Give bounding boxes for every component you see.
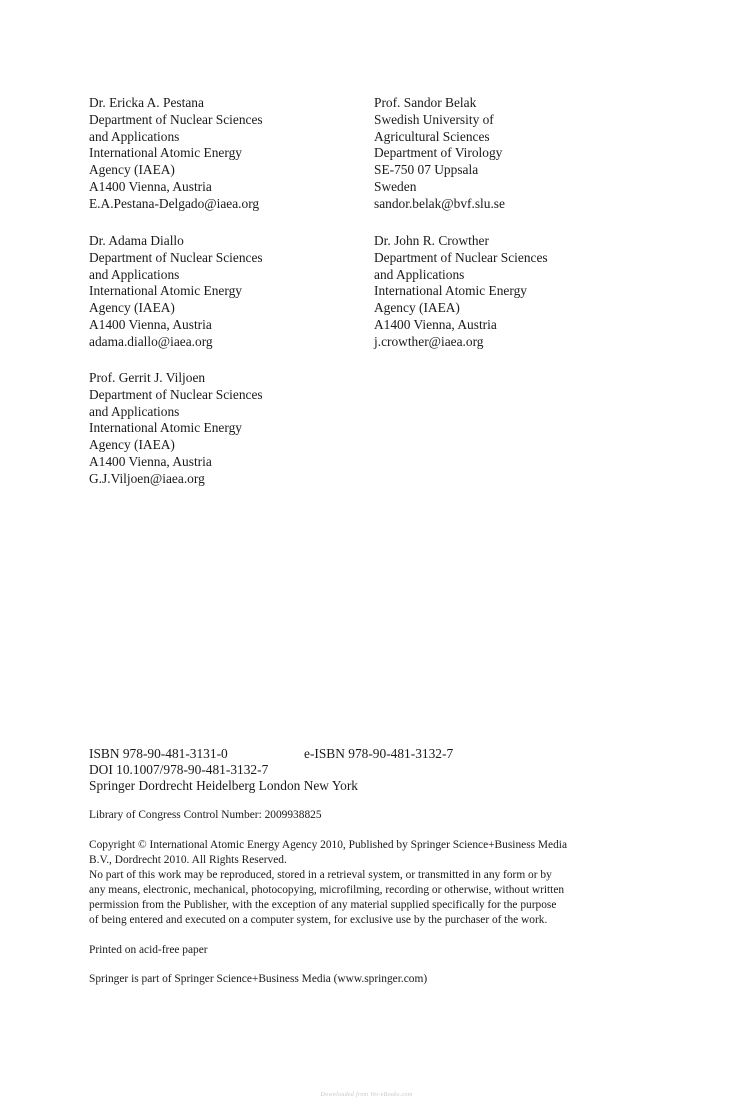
author-email: E.A.Pestana-Delgado@iaea.org (89, 195, 260, 211)
author-address-diallo (89, 233, 389, 351)
address-line: Department of Nuclear Sciences (89, 111, 263, 127)
copyright-line: of being entered and executed on a computer system, for exclusive use by the purchaser of the work. (89, 914, 548, 926)
address-line: International Atomic Energy (374, 283, 527, 299)
isbn: ISBN 978-90-481-3131-0 (89, 746, 228, 761)
doi: DOI 10.1007/978-90-481-3132-7 (89, 761, 269, 777)
address-line: Department of Virology (374, 145, 503, 161)
author-address-crowther (374, 233, 674, 351)
author-name: Prof. Gerrit J. Viljoen (89, 370, 206, 385)
address-line: International Atomic Energy (89, 420, 242, 436)
watermark: Downloaded from Vet-eBooks.com (320, 1092, 413, 1098)
eisbn: e-ISBN 978-90-481-3132-7 (304, 746, 454, 761)
address-line: Department of Nuclear Sciences (374, 249, 548, 265)
springer-note: Springer is part of Springer Science+Business Media (www.springer.com) (89, 973, 428, 985)
copyright-line: No part of this work may be reproduced, stored in a retrieval system, or transmitted in any form or by (89, 869, 552, 881)
copyright-line: B.V., Dordrecht 2010. All Rights Reserved. (89, 854, 287, 866)
author-address-belak (374, 95, 674, 213)
address-line: International Atomic Energy (89, 145, 242, 161)
author-email: adama.diallo@iaea.org (89, 333, 213, 349)
address-line: A1400 Vienna, Austria (89, 453, 212, 469)
address-line: International Atomic Energy (89, 283, 242, 299)
author-name: Dr. John R. Crowther (374, 233, 489, 248)
author-name: Prof. Sandor Belak (374, 95, 477, 110)
address-line: and Applications (89, 403, 180, 419)
copyright-line: Copyright © International Atomic Energy Agency 2010, Published by Springer Science+Business Media (89, 839, 568, 851)
lccn: Library of Congress Control Number: 2009938825 (89, 809, 322, 821)
copyright-notice (89, 838, 645, 928)
publisher-cities: Springer Dordrecht Heidelberg London New York (89, 777, 359, 793)
author-email: j.crowther@iaea.org (374, 333, 484, 349)
author-address-viljoen (89, 370, 389, 488)
author-name: Dr. Adama Diallo (89, 233, 184, 248)
address-line: Department of Nuclear Sciences (89, 249, 263, 265)
author-address-pestana (89, 95, 389, 213)
address-line: A1400 Vienna, Austria (374, 316, 497, 332)
address-line: and Applications (374, 266, 465, 282)
address-line: Sweden (374, 178, 417, 194)
author-email: sandor.belak@bvf.slu.se (374, 195, 505, 211)
author-name: Dr. Ericka A. Pestana (89, 95, 204, 110)
address-line: SE-750 07 Uppsala (374, 162, 479, 178)
address-line: Agency (IAEA) (89, 300, 175, 316)
address-line: Agricultural Sciences (374, 128, 490, 144)
address-line: and Applications (89, 266, 180, 282)
address-line: A1400 Vienna, Austria (89, 316, 212, 332)
address-line: Department of Nuclear Sciences (89, 386, 263, 402)
printed-note: Printed on acid-free paper (89, 944, 208, 956)
address-line: Agency (IAEA) (89, 437, 175, 453)
isbn-block (89, 746, 649, 793)
address-line: and Applications (89, 128, 180, 144)
copyright-line: any means, electronic, mechanical, photocopying, microfilming, recording or otherwise, without written (89, 884, 565, 896)
address-line: Swedish University of (374, 111, 494, 127)
author-email: G.J.Viljoen@iaea.org (89, 470, 205, 486)
isbn-row (89, 746, 649, 762)
address-line: A1400 Vienna, Austria (89, 178, 212, 194)
address-line: Agency (IAEA) (89, 162, 175, 178)
address-line: Agency (IAEA) (374, 300, 460, 316)
copyright-line: permission from the Publisher, with the exception of any material supplied specifically for the purpose (89, 899, 557, 911)
